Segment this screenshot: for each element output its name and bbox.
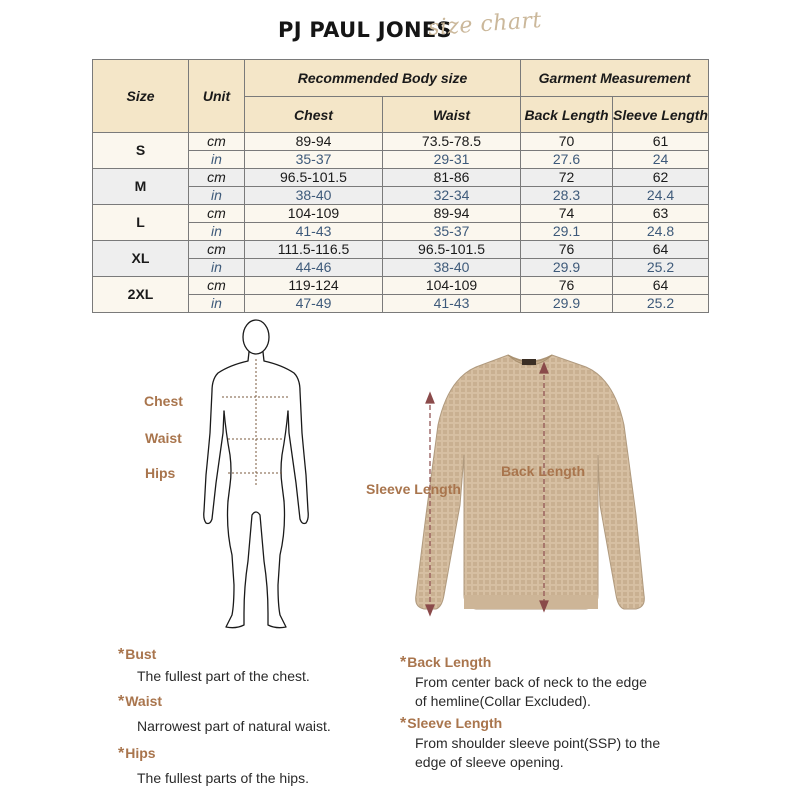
note-hips-text: The fullest parts of the hips. <box>137 770 309 786</box>
size-label: 2XL <box>93 277 189 313</box>
waist-cell: 104-109 <box>383 277 521 295</box>
table-row <box>93 241 709 259</box>
unit-cell: in <box>189 151 245 169</box>
note-sleeve-text-1: From shoulder sleeve point(SSP) to the <box>415 735 661 751</box>
chest-cell: 35-37 <box>245 151 383 169</box>
waist-cell: 81-86 <box>383 169 521 187</box>
back-length-cell: 76 <box>521 241 613 259</box>
chest-cell: 47-49 <box>245 295 383 313</box>
note-hips <box>118 745 309 788</box>
table-row <box>93 277 709 295</box>
back-length-cell: 70 <box>521 133 613 151</box>
chest-cell: 111.5-116.5 <box>245 241 383 259</box>
sweater-label-sleeve-length: Sleeve Length <box>366 481 461 497</box>
note-bust-title: Bust <box>125 646 157 662</box>
table-row <box>93 133 709 151</box>
waist-cell: 35-37 <box>383 223 521 241</box>
header-recommended: Recommended Body size <box>245 60 521 97</box>
size-label: M <box>93 169 189 205</box>
size-label: XL <box>93 241 189 277</box>
unit-cell: cm <box>189 241 245 259</box>
chest-cell: 38-40 <box>245 187 383 205</box>
sleeve-length-cell: 64 <box>613 277 709 295</box>
unit-cell: cm <box>189 205 245 223</box>
back-length-cell: 29.9 <box>521 259 613 277</box>
table-row <box>93 169 709 187</box>
sleeve-length-cell: 24.4 <box>613 187 709 205</box>
brand-name: PJ PAUL JONES <box>278 18 452 42</box>
note-sleeve-text-2: edge of sleeve opening. <box>415 754 564 770</box>
note-title <box>400 654 647 672</box>
unit-cell: cm <box>189 133 245 151</box>
chest-cell: 96.5-101.5 <box>245 169 383 187</box>
unit-cell: in <box>189 295 245 313</box>
sleeve-length-cell: 25.2 <box>613 259 709 277</box>
waist-cell: 29-31 <box>383 151 521 169</box>
waist-cell: 96.5-101.5 <box>383 241 521 259</box>
header-size: Size <box>93 60 189 133</box>
note-waist <box>118 693 331 736</box>
note-sleeve-title: Sleeve Length <box>407 715 503 731</box>
note-sleeve-length <box>400 715 660 772</box>
brand-script-title: size chart <box>427 8 543 41</box>
chest-cell: 41-43 <box>245 223 383 241</box>
note-back-length <box>400 654 647 711</box>
note-title <box>400 715 660 733</box>
size-label: S <box>93 133 189 169</box>
note-title <box>118 745 309 763</box>
chest-cell: 119-124 <box>245 277 383 295</box>
note-hips-title: Hips <box>125 745 156 761</box>
waist-cell: 41-43 <box>383 295 521 313</box>
waist-cell: 38-40 <box>383 259 521 277</box>
star-icon: * <box>400 715 407 732</box>
note-title <box>118 646 310 664</box>
back-length-cell: 29.1 <box>521 223 613 241</box>
sweater-label-back-length: Back Length <box>501 463 586 479</box>
body-label-hips: Hips <box>145 465 176 481</box>
back-length-cell: 74 <box>521 205 613 223</box>
size-chart-table <box>92 59 709 313</box>
back-length-cell: 72 <box>521 169 613 187</box>
waist-cell: 89-94 <box>383 205 521 223</box>
back-length-cell: 27.6 <box>521 151 613 169</box>
chest-cell: 44-46 <box>245 259 383 277</box>
brand-header <box>0 8 800 52</box>
back-length-cell: 29.9 <box>521 295 613 313</box>
unit-cell: cm <box>189 277 245 295</box>
sleeve-length-cell: 61 <box>613 133 709 151</box>
note-waist-title: Waist <box>125 693 163 709</box>
note-bust-text: The fullest part of the chest. <box>137 668 310 684</box>
note-title <box>118 693 331 711</box>
sleeve-length-cell: 62 <box>613 169 709 187</box>
waist-cell: 32-34 <box>383 187 521 205</box>
unit-cell: in <box>189 259 245 277</box>
header-garment: Garment Measurement <box>521 60 709 97</box>
header-back-length: Back Length <box>521 97 613 133</box>
header-chest: Chest <box>245 97 383 133</box>
note-bust <box>118 646 310 686</box>
body-label-waist: Waist <box>145 430 182 446</box>
chest-cell: 104-109 <box>245 205 383 223</box>
sleeve-length-cell: 64 <box>613 241 709 259</box>
unit-cell: cm <box>189 169 245 187</box>
note-back-text-1: From center back of neck to the edge <box>415 674 647 690</box>
table-row <box>93 205 709 223</box>
back-length-cell: 28.3 <box>521 187 613 205</box>
header-unit: Unit <box>189 60 245 133</box>
star-icon: * <box>400 654 407 671</box>
sleeve-length-cell: 24.8 <box>613 223 709 241</box>
note-back-title: Back Length <box>407 654 492 670</box>
unit-cell: in <box>189 187 245 205</box>
star-icon: * <box>118 646 125 663</box>
note-back-text-2: of hemline(Collar Excluded). <box>415 693 591 709</box>
sleeve-length-cell: 24 <box>613 151 709 169</box>
unit-cell: in <box>189 223 245 241</box>
sleeve-length-cell: 63 <box>613 205 709 223</box>
chest-cell: 89-94 <box>245 133 383 151</box>
body-figure-illustration <box>190 315 330 635</box>
back-length-cell: 76 <box>521 277 613 295</box>
note-waist-text: Narrowest part of natural waist. <box>137 718 331 734</box>
star-icon: * <box>118 745 125 762</box>
waist-cell: 73.5-78.5 <box>383 133 521 151</box>
header-waist: Waist <box>383 97 521 133</box>
size-label: L <box>93 205 189 241</box>
star-icon: * <box>118 693 125 710</box>
sleeve-length-cell: 25.2 <box>613 295 709 313</box>
header-sleeve-length: Sleeve Length <box>613 97 709 133</box>
body-label-chest: Chest <box>144 393 183 409</box>
